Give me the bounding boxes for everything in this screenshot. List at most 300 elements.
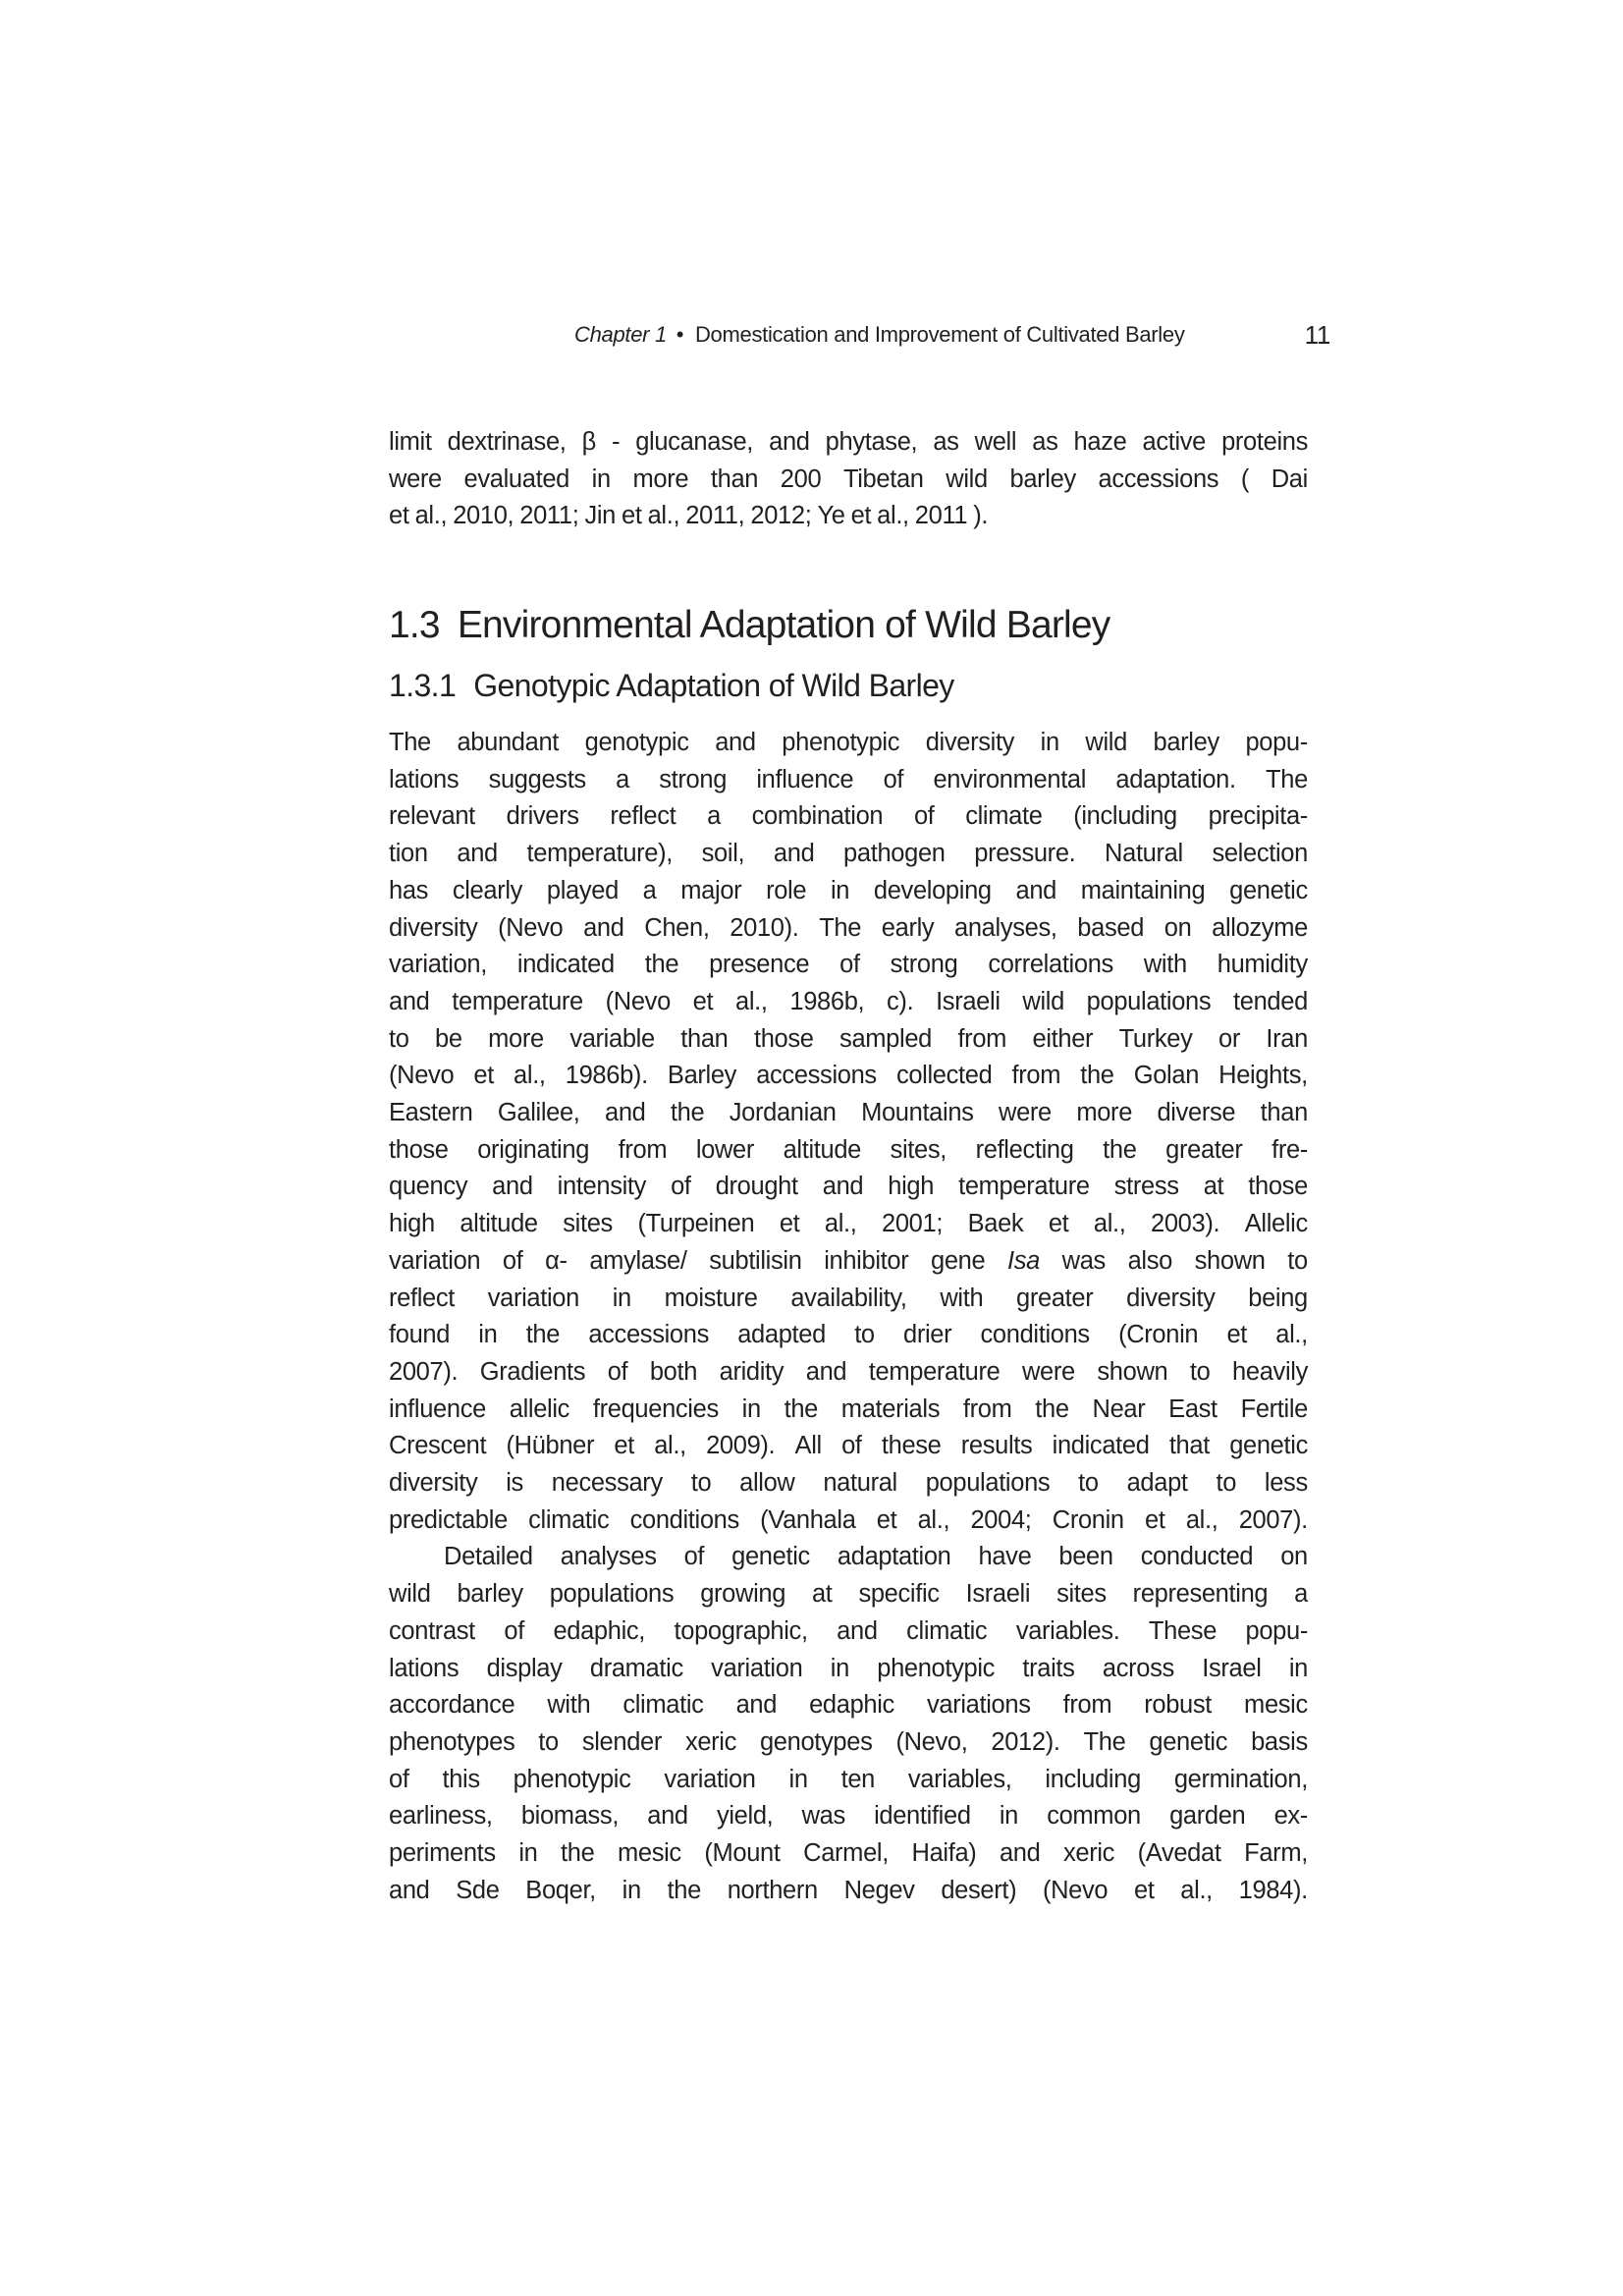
word: phytase, [825,428,918,456]
word: xeric [1062,1839,1115,1868]
word: Negev [843,1876,915,1904]
paragraph-1 [389,725,1308,1539]
word: Dai [1271,465,1308,493]
word: either [1032,1024,1094,1053]
word: more [488,1024,544,1053]
word: 2012; [750,502,812,530]
word: Cronin [1052,1505,1124,1534]
word: et [692,987,714,1015]
word: a [616,765,629,793]
word: found [389,1321,451,1349]
word: were [999,1099,1052,1127]
word: wild [389,1580,431,1609]
word: to [1287,1246,1308,1275]
word: popu- [1245,729,1308,756]
text-line [389,1651,1308,1688]
word: traits [1022,1654,1075,1682]
word: populations [1086,987,1212,1015]
word: of [502,1246,523,1275]
word: 1986b). [565,1062,648,1090]
word: dextrinase, [447,428,567,456]
text-line [389,1095,1308,1132]
word: drier [903,1321,952,1349]
text-line [389,1169,1308,1206]
word: 2010). [730,913,799,942]
word: developing [873,876,992,904]
word: xeric [684,1727,737,1756]
word: including [1045,1765,1141,1793]
text-line [389,1724,1308,1762]
word: less [1264,1469,1308,1498]
word: variation [389,1246,481,1275]
word: altitude [783,1135,862,1164]
text-line [389,1835,1308,1873]
word: with [940,1284,984,1312]
word: - [611,428,621,456]
word: abundant [457,729,560,756]
word: limit [389,428,432,456]
word: Iran [1266,1024,1308,1053]
word: Golan [1133,1062,1200,1090]
word: Barley [667,1062,737,1090]
word: to [389,1024,409,1053]
paragraph-2 [389,1539,1308,1909]
word: Jordanian [729,1099,837,1127]
word: (Mount [704,1839,781,1868]
word: with [547,1691,591,1720]
text-line [389,1762,1308,1799]
word: to [690,1469,712,1498]
word: accordance [389,1691,515,1720]
word: humidity [1217,951,1308,979]
word: genotypic [584,729,689,756]
word: intensity [557,1173,647,1201]
word: conditions [629,1505,739,1534]
word: accessions [1098,465,1219,493]
word: of [913,802,935,831]
word: East [1168,1394,1217,1423]
word: materials [840,1394,941,1423]
word: to [854,1321,875,1349]
word: Detailed [444,1543,533,1571]
word: climatic [622,1691,704,1720]
word: et [779,1210,800,1238]
word: adaptation. [1115,765,1236,793]
word: being [1248,1284,1308,1312]
word: and [583,913,624,942]
word: allelic [509,1394,570,1423]
word: and [735,1691,778,1720]
word: (Nevo [389,1062,455,1090]
word: evaluated [463,465,569,493]
text-line [389,798,1308,836]
word: both [649,1357,698,1386]
text-line [389,1539,1308,1576]
word: 2011; [519,502,579,530]
word: popu- [1245,1616,1308,1645]
text-line [389,1428,1308,1465]
word: and [389,987,430,1015]
word: stress [1113,1173,1179,1201]
word: variables. [1015,1616,1120,1645]
word: was [801,1802,845,1831]
word: et [389,502,409,530]
word: inhibitor [824,1246,909,1275]
word: common [1047,1802,1141,1831]
word: al., [917,1505,950,1534]
word: the [670,1099,705,1127]
word: Ye [817,502,845,530]
text-line [389,762,1308,799]
word: in [478,1321,498,1349]
subsection-number: 1.3.1 [389,668,457,703]
word: or [1217,1024,1240,1053]
word: genetic [1229,1432,1308,1460]
word: as [1032,428,1058,456]
word: Crescent [389,1432,487,1460]
word: at [1203,1173,1224,1201]
word: wild [1085,729,1127,756]
word: as [933,428,959,456]
word: et [876,1505,897,1534]
word: of [839,951,860,979]
word: garden [1169,1802,1246,1831]
word: this [442,1765,480,1793]
word: influence [389,1394,486,1423]
word: et [1145,1505,1165,1534]
word: 2011 [914,502,968,530]
word: (Nevo [498,913,564,942]
word: be [435,1024,462,1053]
word: 2009). [706,1432,776,1460]
word: variation [487,1284,579,1312]
word: Baek [967,1210,1024,1238]
word: accessions [588,1321,709,1349]
word: 2001; [882,1210,944,1238]
word: et [1226,1321,1248,1349]
word: variations [926,1691,1031,1720]
word: adapt [1126,1469,1188,1498]
text-line [389,1392,1308,1429]
word: of [671,1173,691,1201]
word: a [642,876,657,904]
word: barley [1009,465,1076,493]
word: and [457,840,498,868]
word: availability, [790,1284,907,1312]
subsection-heading [389,666,954,705]
word: suggests [488,765,586,793]
word: more [1076,1099,1133,1127]
word: Gradients [479,1357,586,1386]
word: Israeli [936,987,1001,1015]
word: display [486,1654,563,1682]
word: Tibetan [842,465,924,493]
word: relevant [389,802,475,831]
text-line [389,984,1308,1021]
word: was [1061,1246,1106,1275]
word: ten [840,1765,875,1793]
word: collected [895,1062,993,1090]
word: presence [709,951,810,979]
word: the [1103,1135,1137,1164]
word: barley [1153,729,1219,756]
word: is [506,1469,523,1498]
word: wild [1022,987,1064,1015]
word: and [604,1099,646,1127]
word: 200 [780,465,822,493]
word: in [788,1765,808,1793]
word: tion [389,840,428,868]
word: genetic [731,1543,810,1571]
word: al., [877,502,909,530]
word: populations [549,1580,675,1609]
word: ex- [1273,1802,1308,1831]
word: tended [1233,987,1308,1015]
word: (Nevo [1042,1876,1109,1904]
word: and [805,1357,847,1386]
word: the [784,1394,818,1423]
word: and [1015,876,1056,904]
word: from [962,1394,1012,1423]
word: et [614,1432,634,1460]
word: strong [659,765,728,793]
word: sampled [839,1024,932,1053]
word: allozyme [1212,913,1308,942]
word: biomass, [520,1802,620,1831]
word: influence [756,765,854,793]
word: periments [389,1839,496,1868]
word: specific [858,1580,940,1609]
text-line [389,1206,1308,1243]
word: were [1021,1357,1075,1386]
word: shown [1194,1246,1266,1275]
word: lations [389,1654,460,1682]
word: temperature [958,1173,1090,1201]
word: diverse [1157,1099,1236,1127]
word: diversity [389,913,478,942]
word: Carmel, [803,1839,889,1868]
word: growing [700,1580,786,1609]
running-head [574,320,1330,350]
word: than [1260,1099,1308,1127]
book-section-title: Domestication and Improvement of Cultivated Barley [694,322,1185,347]
word: al., [414,502,448,530]
word: et [473,1062,494,1090]
word: originating [477,1135,590,1164]
word: robust [1144,1691,1213,1720]
section-heading [389,601,1110,650]
word: clearly [452,876,523,904]
word: indicated [1052,1432,1150,1460]
text-line [389,1576,1308,1613]
word: played [546,876,619,904]
word: temperature [452,987,583,1015]
word: contrast [389,1616,475,1645]
word: to [1216,1469,1237,1498]
word: conducted [1140,1543,1254,1571]
word: 2003). [1151,1210,1220,1238]
word: been [1058,1543,1113,1571]
word: (Nevo, [895,1727,968,1756]
word: phenotypic [782,729,900,756]
word: aridity [719,1357,784,1386]
word: (including [1073,802,1177,831]
text-line [389,1798,1308,1835]
word: and [999,1839,1041,1868]
word: selection [1212,840,1308,868]
text-line [389,462,1308,499]
word: from [1062,1691,1112,1720]
word: with [1143,951,1187,979]
word: of [883,765,904,793]
word: The [1083,1727,1126,1756]
word: well [974,428,1017,456]
word: (Vanhala [760,1505,856,1534]
word: greater [1165,1135,1243,1164]
word: allow [739,1469,795,1498]
word: The [819,913,862,942]
word: 2007). [1238,1505,1308,1534]
word: active [1142,428,1207,456]
word: Israeli [965,1580,1031,1609]
word: to [1078,1469,1099,1498]
word: lations [389,765,460,793]
word: also [1127,1246,1172,1275]
word: those [389,1135,449,1164]
word: sites [563,1210,613,1238]
word: lower [695,1135,754,1164]
word: 2007). [389,1357,459,1386]
word: Natural [1105,840,1183,868]
word: Heights, [1218,1062,1308,1090]
word: phenotypes [389,1727,515,1756]
word: phenotypic [513,1765,631,1793]
text-line [389,1687,1308,1724]
text-line [389,1465,1308,1503]
section-number: 1.3 [389,604,440,646]
word: has [389,876,429,904]
word: of [504,1616,524,1645]
word: a [1294,1580,1308,1609]
page-number: 11 [1304,320,1330,350]
word: These [1148,1616,1217,1645]
word: subtilisin [709,1246,802,1275]
word: based [1077,913,1145,942]
word: 2011, [685,502,745,530]
word: variable [569,1024,655,1053]
word: of [683,1543,705,1571]
word: than [680,1024,729,1053]
word: from [618,1135,668,1164]
word: The [389,729,431,756]
word: al., [514,1062,546,1090]
word: topographic, [674,1616,808,1645]
word: reflect [389,1284,455,1312]
word: climatic [906,1616,988,1645]
word: diversity [1126,1284,1216,1312]
text-line [389,873,1308,910]
text-line [389,910,1308,948]
text-line [389,725,1308,762]
word: 2012). [991,1727,1060,1756]
word: necessary [551,1469,663,1498]
word: and [837,1616,878,1645]
word: in [591,465,611,493]
word: in [518,1839,538,1868]
word: representing [1132,1580,1269,1609]
word: climatic [528,1505,610,1534]
word: indicated [516,951,615,979]
word: the [1035,1394,1069,1423]
word: frequencies [592,1394,719,1423]
word: on [1163,913,1192,942]
word: proteins [1221,428,1308,456]
word: the [644,951,679,979]
word: al., [824,1210,857,1238]
word: shown [1097,1357,1168,1386]
subsection-title: Genotypic Adaptation of Wild Barley [473,668,954,703]
word: variables, [907,1765,1012,1793]
word: to [538,1727,559,1756]
word: those [1248,1173,1308,1201]
word: et [850,502,872,530]
word: Fertile [1240,1394,1308,1423]
word: high [888,1173,935,1201]
text-line [389,498,1308,535]
word: variation, [389,951,487,979]
word: of [607,1357,628,1386]
word: earliness, [389,1802,493,1831]
word: strong [890,951,958,979]
word: in [830,876,850,904]
word: Near [1092,1394,1146,1423]
word: quency [389,1173,468,1201]
word: glucanase, [635,428,754,456]
text-line [389,1058,1308,1095]
word: al., [1180,1876,1213,1904]
word: to [1189,1357,1211,1386]
word: mesic [1244,1691,1308,1720]
word: et [622,502,642,530]
word: that [1168,1432,1210,1460]
word: and [822,1173,864,1201]
word: reflect [610,802,676,831]
word: 1986b, [789,987,865,1015]
word: (Cronin [1118,1321,1199,1349]
word: 2004; [970,1505,1032,1534]
text-line [389,1613,1308,1651]
word: sites, [890,1135,947,1164]
word: populations [925,1469,1051,1498]
gene-name: Isa [1007,1246,1040,1275]
text-line [389,1132,1308,1170]
word: from [957,1024,1007,1053]
word: temperature [868,1357,1001,1386]
word: northern [727,1876,818,1904]
word: maintaining [1080,876,1206,904]
word: Chen, [644,913,710,942]
word: Galilee, [497,1099,580,1127]
word: more [632,465,689,493]
word: results [960,1432,1033,1460]
word: greater [1016,1284,1094,1312]
word: reflecting [975,1135,1074,1164]
word: have [978,1543,1032,1571]
word: at [811,1580,833,1609]
intro-paragraph [389,424,1308,535]
word: adapted [737,1321,826,1349]
word: Sde [456,1876,500,1904]
